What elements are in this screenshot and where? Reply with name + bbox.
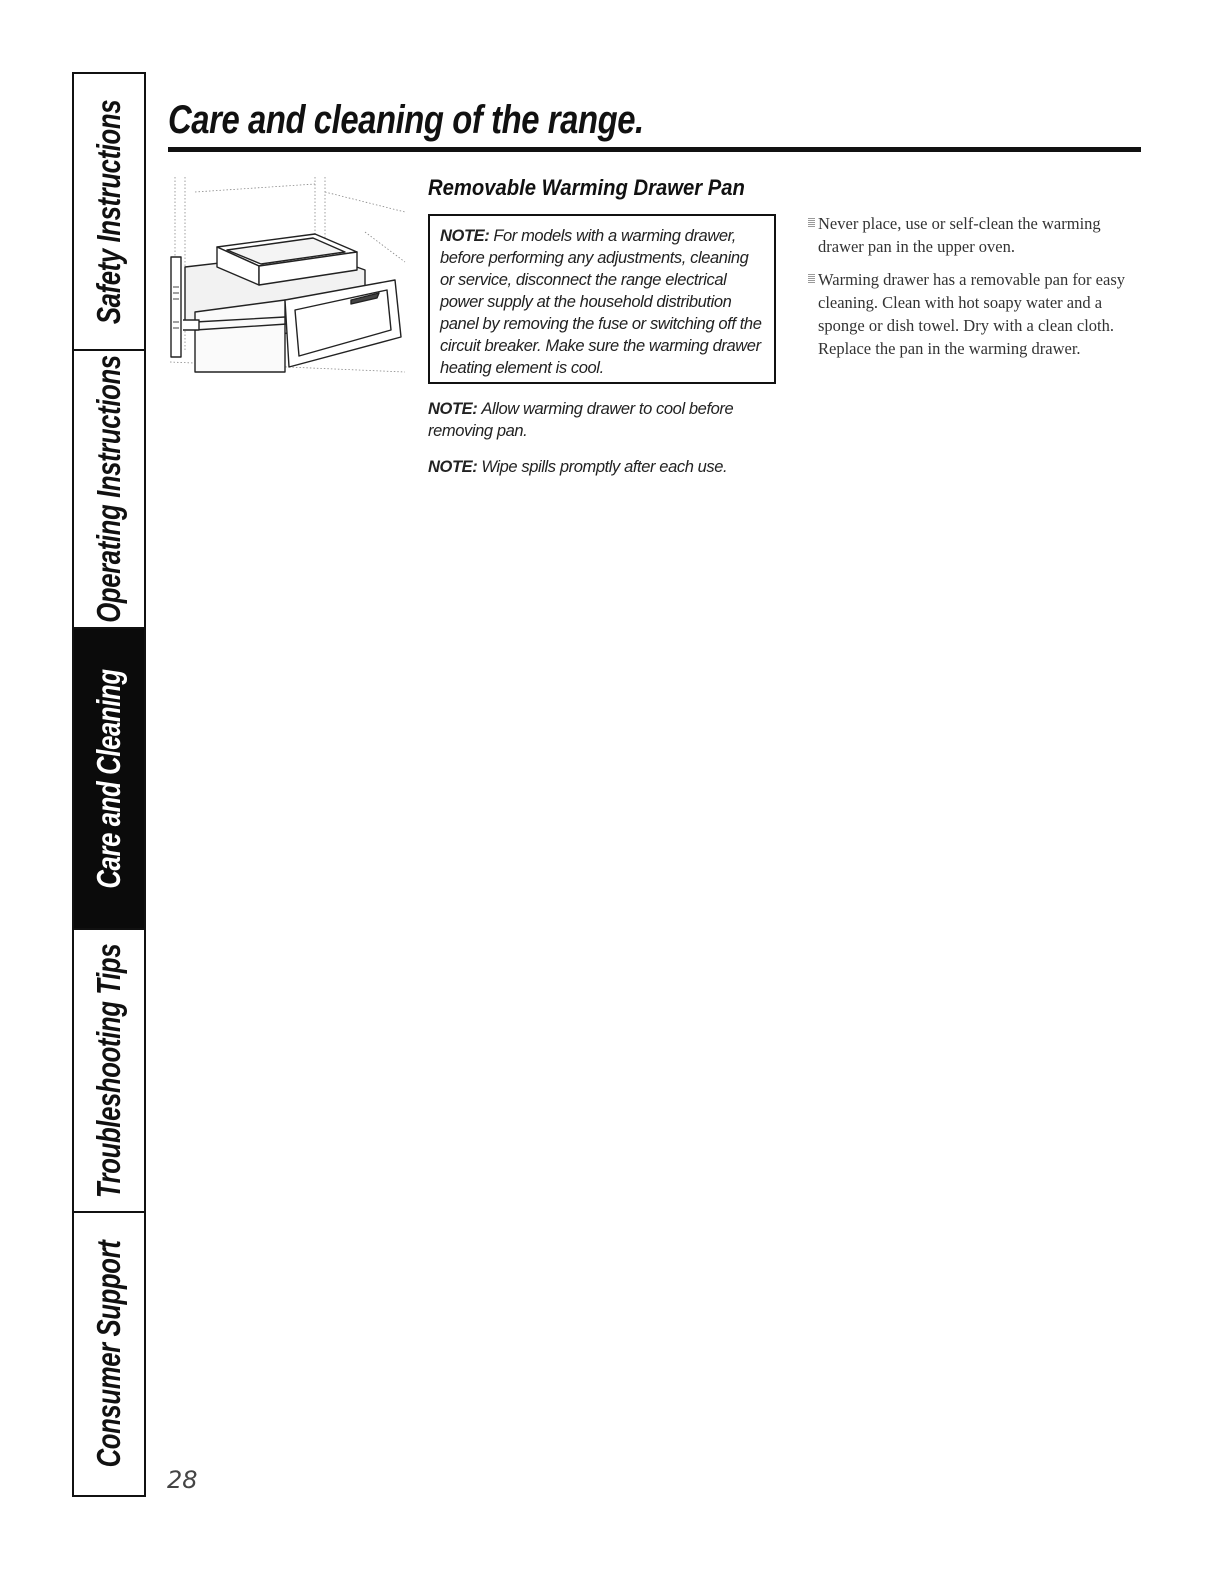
section-heading: Removable Warming Drawer Pan — [428, 175, 745, 200]
instruction-list — [808, 212, 1140, 370]
list-item-text: Warming drawer has a removable pan for easy cleaning. Clean with hot soapy water and a sponge or dish towel. Dry with a clean cloth. Replace the pan in the warming drawer. — [818, 270, 1125, 358]
tab-safety-instructions[interactable] — [74, 74, 144, 351]
warming-drawer-illustration — [165, 172, 410, 377]
title-rule — [168, 147, 1141, 152]
side-tabs — [72, 72, 146, 1497]
tab-label: Safety Instructions — [90, 99, 127, 324]
tab-operating-instructions[interactable] — [74, 351, 144, 629]
note-label: NOTE: — [428, 400, 478, 418]
tab-care-and-cleaning[interactable] — [74, 629, 144, 930]
note-label: NOTE: — [428, 458, 478, 476]
page-number: 28 — [167, 1466, 198, 1494]
boxed-note — [428, 214, 776, 384]
bullet-icon — [808, 274, 815, 283]
tab-label: Care and Cleaning — [90, 668, 127, 889]
list-item — [808, 212, 1140, 258]
list-item-text: Never place, use or self-clean the warming drawer pan in the upper oven. — [818, 214, 1101, 256]
bullet-icon — [808, 218, 815, 227]
page-title: Care and cleaning of the range. — [168, 98, 644, 142]
tab-label: Operating Instructions — [90, 355, 127, 623]
tab-consumer-support[interactable] — [74, 1213, 144, 1495]
note-body: For models with a warming drawer, before performing any adjustments, cleaning or service, disconnect the range electrical power supply at the household distribution panel by removing the fuse or switching off the circuit breaker. Make sure the warming drawer heating element is cool. — [440, 227, 762, 377]
boxed-note-text — [440, 225, 764, 379]
tab-label: Consumer Support — [90, 1240, 127, 1468]
tab-troubleshooting-tips[interactable] — [74, 930, 144, 1213]
note-label: NOTE: — [440, 227, 490, 245]
tab-label: Troubleshooting Tips — [90, 943, 127, 1198]
note-wipe-spills — [428, 456, 778, 478]
note-body: Wipe spills promptly after each use. — [481, 458, 728, 476]
note-body: Allow warming drawer to cool before removing pan. — [428, 400, 734, 440]
note-cool-before-removing — [428, 398, 778, 442]
list-item — [808, 268, 1140, 360]
